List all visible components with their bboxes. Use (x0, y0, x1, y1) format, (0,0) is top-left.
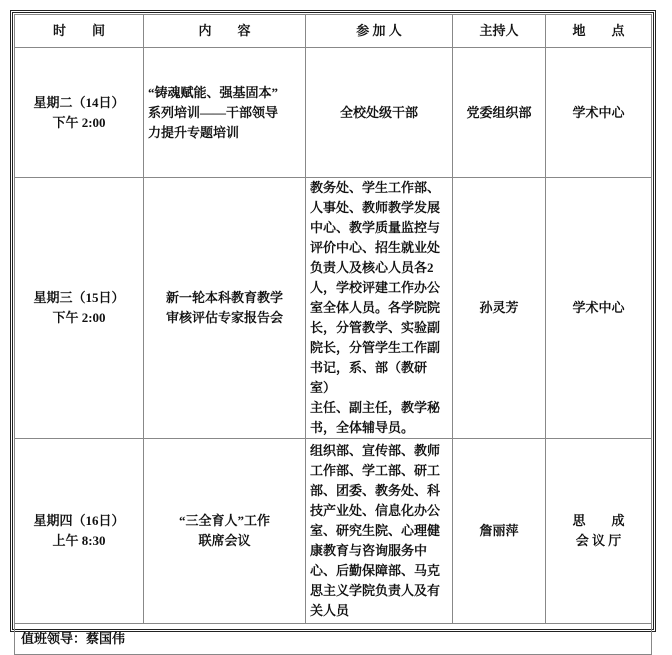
schedule-table (14, 14, 652, 655)
host-cell: 党委组织部 (453, 48, 546, 178)
host-cell: 詹丽萍 (453, 439, 546, 624)
header-content: 内 容 (144, 15, 306, 48)
header-location: 地 点 (546, 15, 652, 48)
header-host: 主持人 (453, 15, 546, 48)
participants-cell: 教务处、学生工作部、 人事处、教师教学发展 中心、教学质量监控与 评价中心、招生就业处 负责人及核心人员各2 人，学校评建工作办公 室全体人员。各学院院 长，分管教学、实验副 院长，分管学生工作副 书记，系、部（教研室） 主任、副主任，教学秘 书，全体辅导员。 (306, 178, 453, 439)
content-cell: “铸魂赋能、强基固本” 系列培训——干部领导 力提升专题培训 (144, 48, 306, 178)
table-row (15, 439, 652, 624)
time-cell: 星期四（16日） 上午 8:30 (15, 439, 144, 624)
participants-cell: 组织部、宣传部、教师 工作部、学工部、研工 部、团委、教务处、科 技产业处、信息化办公 室、研究生院、心理健 康教育与咨询服务中 心、后勤保障部、马克 思主义学院负责人及有 关人员 (306, 439, 453, 624)
location-cell: 学术中心 (546, 48, 652, 178)
header-time: 时 间 (15, 15, 144, 48)
footer-row (15, 624, 652, 655)
content-cell: 新一轮本科教育教学 审核评估专家报告会 (144, 178, 306, 439)
time-cell: 星期二（14日） 下午 2:00 (15, 48, 144, 178)
location-cell: 思 成 会 议 厅 (546, 439, 652, 624)
schedule-frame (10, 10, 656, 646)
table-row (15, 178, 652, 439)
header-participants: 参 加 人 (306, 15, 453, 48)
duty-leader: 值班领导：蔡国伟 (15, 624, 652, 655)
table-row (15, 48, 652, 178)
time-cell: 星期三（15日） 下午 2:00 (15, 178, 144, 439)
participants-cell: 全校处级干部 (306, 48, 453, 178)
content-cell: “三全育人”工作 联席会议 (144, 439, 306, 624)
header-row (15, 15, 652, 48)
host-cell: 孙灵芳 (453, 178, 546, 439)
location-cell: 学术中心 (546, 178, 652, 439)
